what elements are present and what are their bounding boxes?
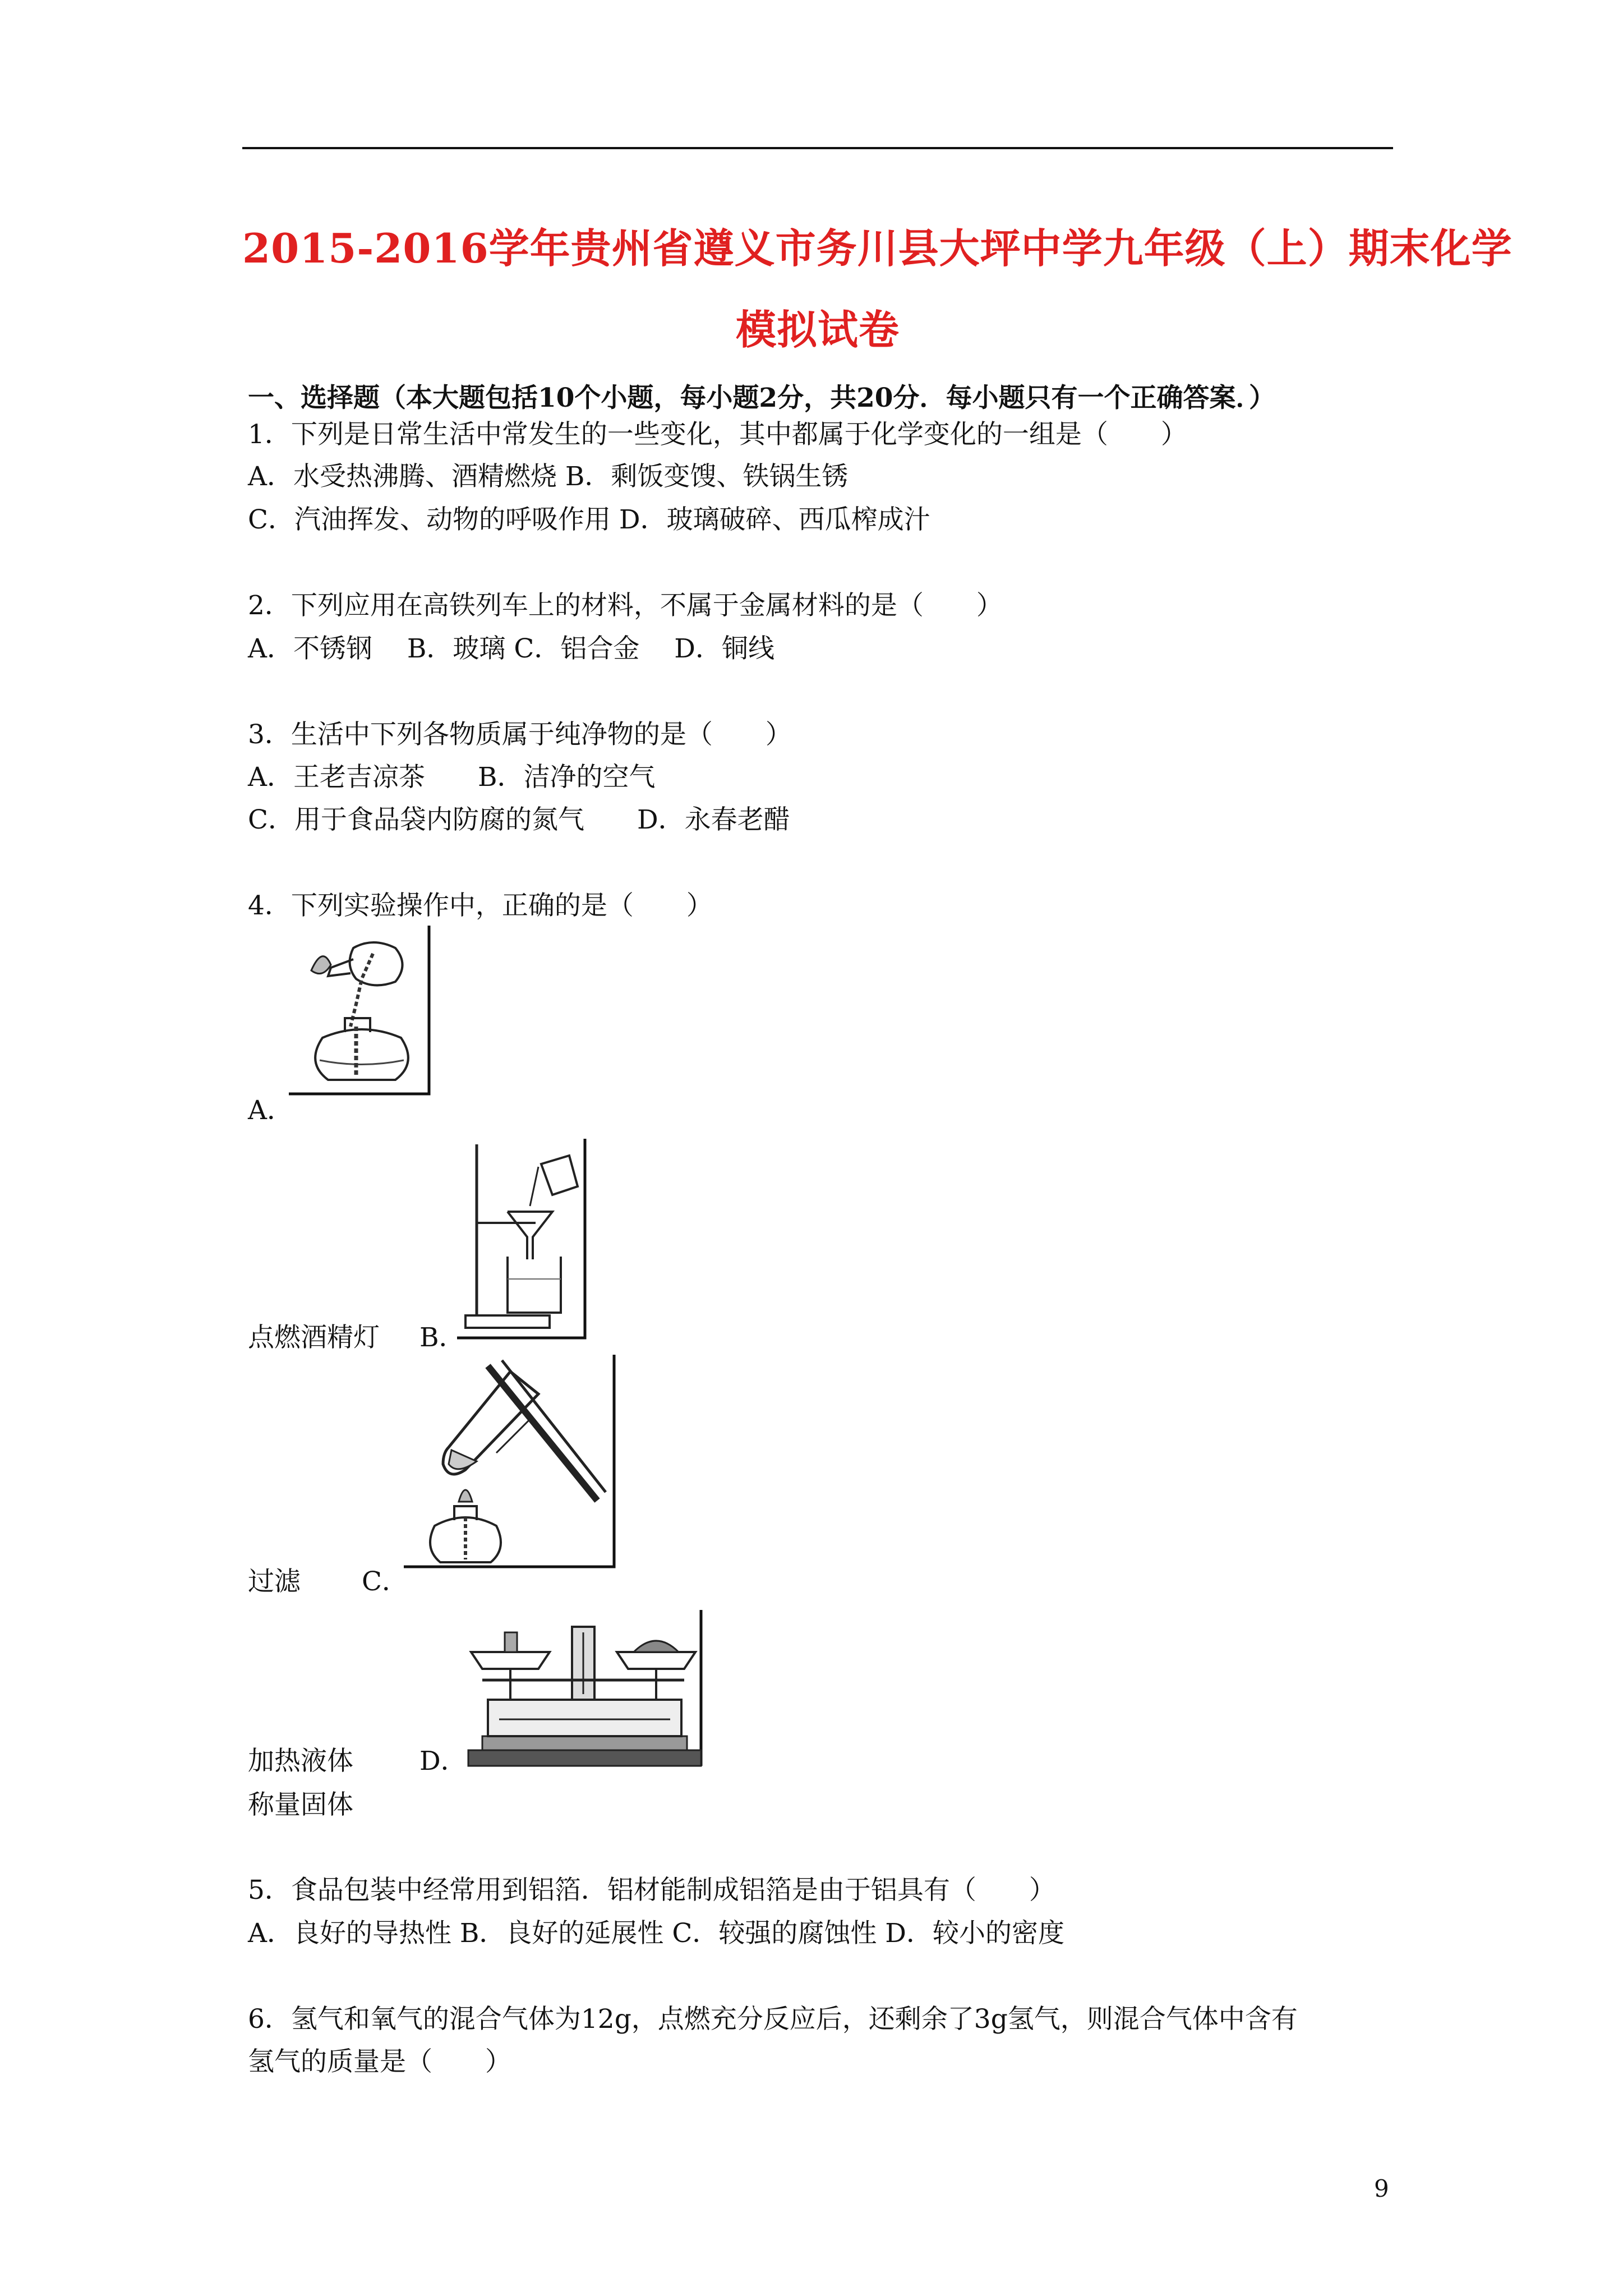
q4-caption-b: 过滤	[248, 1566, 301, 1597]
q6-stem-line2: 氢气的质量是（ ）	[248, 2046, 511, 2077]
q3-stem: 3．生活中下列各物质属于纯净物的是（ ）	[248, 719, 792, 750]
figure-heating-liquid	[404, 1355, 620, 1571]
q6-stem-line1: 6．氢气和氧气的混合气体为12g，点燃充分反应后，还剩余了3g氢气，则混合气体中含有	[248, 2004, 1298, 2035]
q3-options-ab: A．王老吉凉茶 B．洁净的空气	[248, 762, 656, 793]
header-rule	[242, 147, 1393, 149]
q4-option-c-label: C．	[362, 1566, 408, 1597]
q5-stem: 5．食品包装中经常用到铝箔．铝材能制成铝箔是由于铝具有（ ）	[248, 1875, 1055, 1906]
q2-stem: 2．下列应用在高铁列车上的材料，不属于金属材料的是（ ）	[248, 590, 1003, 621]
q4-option-b-label: B．	[419, 1322, 465, 1353]
q1-stem: 1．下列是日常生活中常发生的一些变化，其中都属于化学变化的一组是（ ）	[248, 419, 1187, 450]
section-heading: 一、选择题（本大题包括10个小题，每小题2分，共20分．每小题只有一个正确答案．）	[248, 383, 1276, 413]
q4-stem: 4．下列实验操作中，正确的是（ ）	[248, 890, 713, 921]
q5-options: A．良好的导热性 B．良好的延展性 C．较强的腐蚀性 D．较小的密度	[248, 1918, 1064, 1949]
page-number: 9	[1374, 2175, 1389, 2202]
q4-option-a-label: A．	[248, 1095, 293, 1126]
figure-balance-weighing	[460, 1610, 707, 1770]
page-title-line1: 2015-2016学年贵州省遵义市务川县大坪中学九年级（上）期末化学	[242, 224, 1513, 272]
figure-lighting-alcohol-lamp	[289, 926, 435, 1097]
q4-option-d-label: D．	[419, 1746, 467, 1777]
q1-options-ab: A．水受热沸腾、酒精燃烧 B．剩饭变馊、铁锅生锈	[248, 461, 849, 492]
page-title-line2: 模拟试卷	[735, 306, 900, 353]
q3-options-cd: C．用于食品袋内防腐的氮气 D．永春老醋	[248, 804, 790, 835]
q2-options: A．不锈钢 B．玻璃 C．铝合金 D．铜线	[248, 633, 774, 664]
figure-filtration	[457, 1139, 592, 1341]
q4-caption-a: 点燃酒精灯	[248, 1322, 380, 1353]
q4-caption-c: 加热液体	[248, 1746, 353, 1777]
q4-caption-d: 称量固体	[248, 1789, 353, 1820]
q1-options-cd: C．汽油挥发、动物的呼吸作用 D．玻璃破碎、西瓜榨成汁	[248, 504, 930, 535]
